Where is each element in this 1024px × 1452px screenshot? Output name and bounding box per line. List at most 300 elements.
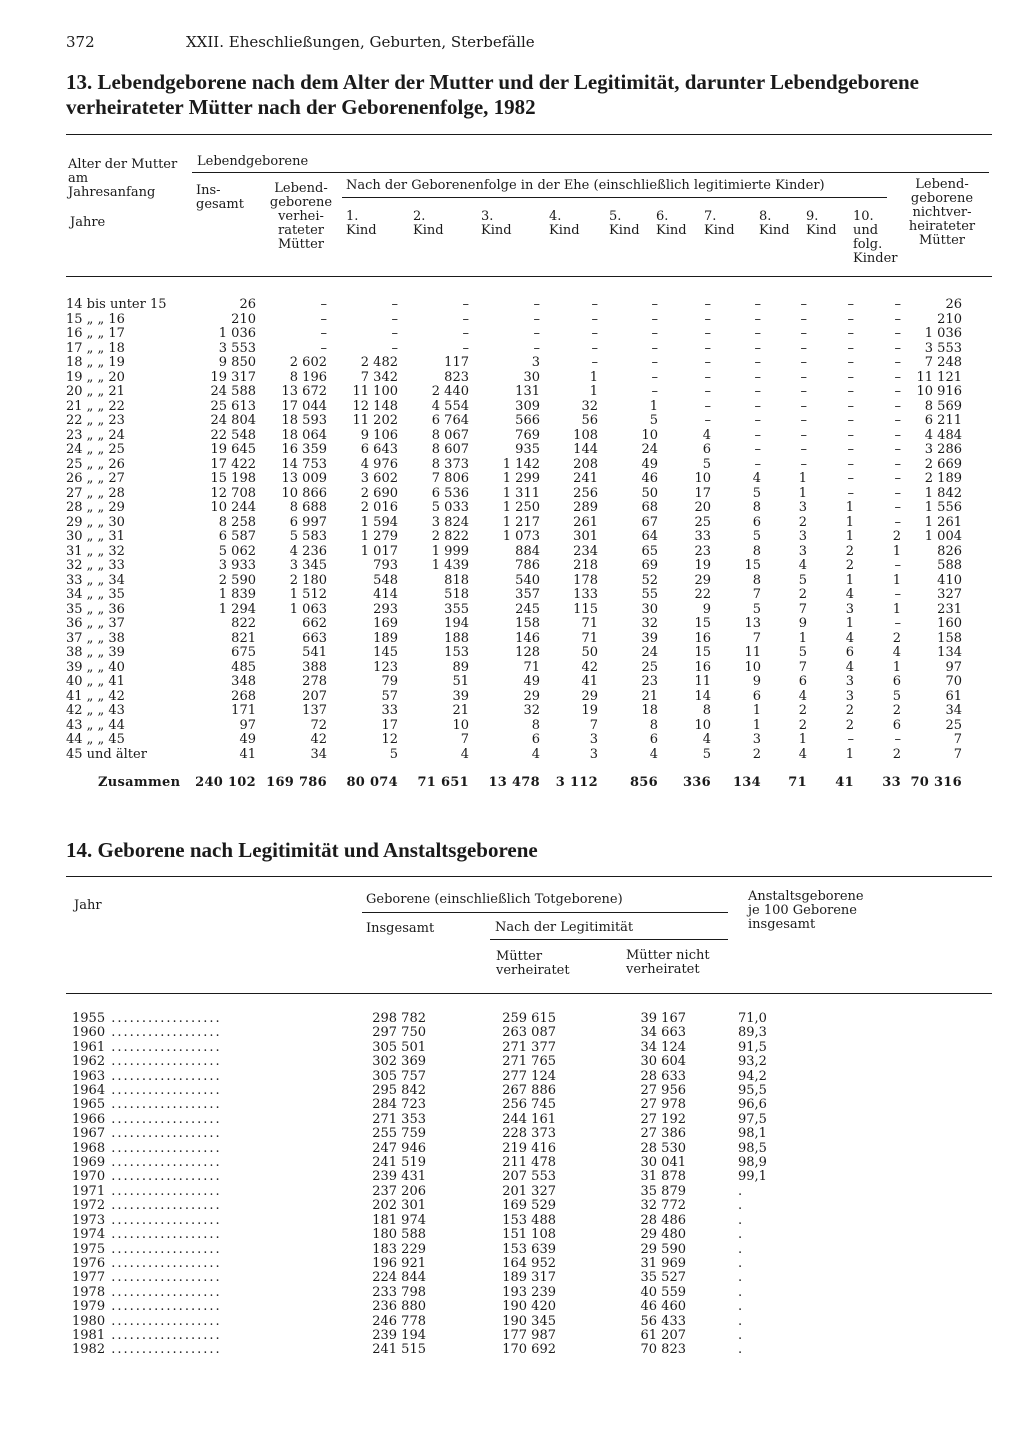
leader-dots: ..................: [105, 1184, 222, 1199]
value-cell: 1 439: [431, 558, 469, 573]
value-cell: 263 087: [502, 1025, 556, 1041]
year-label: 1961: [72, 1040, 106, 1055]
leader-dots: ..................: [105, 1170, 222, 1185]
value-cell: 131: [515, 384, 540, 399]
value-cell: –: [591, 297, 598, 312]
table-row: [66, 733, 962, 748]
value-cell: 4 554: [431, 398, 469, 414]
value-cell: –: [894, 587, 901, 602]
value-cell: –: [462, 311, 469, 327]
value-cell: –: [800, 340, 807, 356]
value-cell: 4: [460, 746, 469, 762]
value-cell: .: [738, 1270, 743, 1286]
value-cell: 32 772: [640, 1198, 686, 1214]
leader-dots: ..................: [105, 1300, 222, 1315]
value-cell: 14 753: [281, 456, 327, 472]
year-label: 1977: [72, 1271, 106, 1286]
table-row: [72, 1228, 792, 1242]
value-cell: 1: [845, 572, 854, 588]
value-cell: 256 745: [502, 1097, 556, 1113]
value-cell: –: [462, 340, 469, 356]
value-cell: 12: [381, 732, 398, 747]
value-cell: –: [651, 369, 658, 385]
value-cell: 271 765: [502, 1054, 556, 1070]
value-cell: 1: [845, 529, 854, 544]
year-label: 1970: [72, 1170, 106, 1185]
table-row: [66, 603, 962, 618]
value-cell: .: [738, 1227, 743, 1243]
leader-dots: ..................: [105, 1012, 222, 1026]
age-cell: 27 „ „ 28: [66, 485, 125, 501]
value-cell: 49: [641, 456, 658, 472]
value-cell: 1 311: [502, 485, 540, 501]
table-row: [72, 1286, 792, 1300]
value-cell: 15: [694, 616, 711, 631]
value-cell: .: [738, 1342, 743, 1358]
value-cell: 50: [581, 645, 598, 660]
value-cell: 24 588: [210, 384, 256, 399]
year-label: 1963: [72, 1069, 106, 1084]
value-cell: –: [391, 326, 398, 341]
value-cell: –: [754, 311, 761, 327]
value-cell: 2 482: [360, 355, 398, 370]
age-cell: 39 „ „ 40: [66, 659, 125, 675]
value-cell: –: [704, 413, 711, 428]
lebendgeborene-header-rule: [192, 172, 989, 173]
value-cell: 95,5: [738, 1083, 767, 1099]
value-cell: –: [847, 442, 854, 457]
age-cell: 45 und älter: [66, 746, 147, 762]
value-cell: 301: [573, 529, 598, 544]
value-cell: 10 916: [916, 384, 962, 399]
value-cell: 7: [798, 601, 807, 617]
value-cell: –: [754, 413, 761, 428]
value-cell: 189: [373, 630, 398, 646]
value-cell: –: [894, 398, 901, 414]
value-cell: 56 433: [640, 1313, 686, 1329]
value-cell: 228 373: [502, 1126, 556, 1142]
value-cell: 1: [845, 616, 854, 631]
value-cell: 190 345: [502, 1313, 556, 1329]
value-cell: 65: [641, 543, 658, 559]
value-cell: –: [894, 413, 901, 428]
value-cell: 32: [581, 398, 598, 414]
value-cell: 1 250: [502, 500, 540, 515]
year-cell: [72, 1113, 288, 1127]
value-cell: 5 033: [431, 500, 469, 515]
year-cell: [72, 1271, 288, 1285]
table-row: [66, 530, 962, 545]
value-cell: –: [847, 413, 854, 428]
year-cell: [72, 1084, 288, 1098]
value-cell: –: [894, 471, 901, 486]
value-cell: 117: [444, 355, 469, 370]
value-cell: 6: [702, 442, 711, 457]
value-cell: 261: [573, 514, 598, 530]
value-cell: 91,5: [738, 1039, 767, 1055]
value-cell: 414: [373, 587, 398, 602]
age-cell: 26 „ „ 27: [66, 471, 125, 486]
value-cell: 1: [892, 572, 901, 588]
value-cell: 71: [788, 775, 807, 790]
year-label: 1974: [72, 1228, 106, 1243]
value-cell: 25 613: [210, 398, 256, 414]
value-cell: 271 377: [502, 1039, 556, 1055]
age-cell: 24 „ „ 25: [66, 442, 125, 457]
value-cell: –: [894, 326, 901, 341]
value-cell: 11 202: [352, 413, 398, 428]
value-cell: 94,2: [738, 1068, 767, 1084]
value-cell: –: [894, 485, 901, 501]
value-cell: 3 112: [555, 775, 598, 790]
value-cell: –: [847, 398, 854, 414]
value-cell: 98,9: [738, 1155, 767, 1171]
value-cell: 46: [641, 471, 658, 486]
legitimitaet-header: Nach der Legitimität: [495, 920, 634, 935]
value-cell: 1 999: [431, 543, 469, 559]
value-cell: 1 142: [502, 456, 540, 472]
leader-dots: ..................: [105, 1069, 222, 1084]
value-cell: 2: [798, 703, 807, 718]
value-cell: 7: [953, 732, 962, 747]
table-row: [66, 719, 962, 734]
value-cell: 309: [515, 398, 540, 414]
value-cell: 25: [945, 717, 962, 733]
leader-dots: ..................: [105, 1127, 222, 1142]
year-label: 1967: [72, 1127, 106, 1142]
nicht-verheiratet-header: Lebend- geborene nichtver- heirateter Mütter: [908, 177, 976, 248]
value-cell: 70 823: [640, 1342, 686, 1358]
value-cell: 9: [798, 616, 807, 631]
value-cell: 2: [892, 529, 901, 544]
table-row: [72, 1257, 792, 1271]
table-row: [66, 298, 962, 313]
value-cell: 39: [452, 688, 469, 704]
value-cell: 2 440: [431, 384, 469, 399]
value-cell: 49: [523, 674, 540, 689]
value-cell: 935: [515, 442, 540, 457]
value-cell: 1 556: [924, 500, 962, 515]
value-cell: 241 515: [372, 1342, 426, 1358]
value-cell: 32: [523, 703, 540, 718]
value-cell: –: [800, 398, 807, 414]
value-cell: 541: [302, 645, 327, 660]
table-row: [66, 617, 962, 632]
value-cell: 158: [937, 630, 962, 646]
value-cell: 2 016: [360, 500, 398, 515]
leader-dots: ..................: [105, 1084, 222, 1099]
value-cell: 2: [845, 543, 854, 559]
table13-body: [66, 298, 962, 791]
value-cell: 7: [752, 630, 761, 646]
value-cell: 2 590: [218, 572, 256, 588]
value-cell: .: [738, 1183, 743, 1199]
value-cell: 240 102: [195, 775, 256, 790]
value-cell: 41: [835, 775, 854, 790]
value-cell: 89,3: [738, 1025, 767, 1041]
value-cell: 27 978: [640, 1097, 686, 1113]
anstalt-header: Anstaltsgeborene je 100 Geborene insgesamt: [748, 889, 864, 932]
value-cell: 7: [460, 732, 469, 747]
value-cell: 211 478: [502, 1155, 556, 1171]
value-cell: 6 536: [431, 485, 469, 501]
value-cell: –: [894, 558, 901, 573]
value-cell: 1 261: [924, 514, 962, 530]
value-cell: –: [894, 427, 901, 443]
age-cell: 22 „ „ 23: [66, 413, 125, 428]
table-row: [66, 646, 962, 661]
age-cell: 33 „ „ 34: [66, 572, 125, 588]
value-cell: –: [754, 456, 761, 472]
value-cell: 3: [531, 355, 540, 370]
value-cell: –: [591, 311, 598, 327]
value-cell: –: [800, 311, 807, 327]
value-cell: 1 217: [502, 514, 540, 530]
value-cell: 99,1: [738, 1169, 767, 1185]
value-cell: 3: [845, 674, 854, 689]
value-cell: 151 108: [502, 1227, 556, 1243]
leader-dots: ..................: [105, 1112, 222, 1127]
value-cell: 33: [882, 775, 901, 790]
value-cell: 241 519: [372, 1155, 426, 1171]
age-cell: 31 „ „ 32: [66, 543, 125, 559]
value-cell: 49: [239, 732, 256, 747]
value-cell: 189 317: [502, 1270, 556, 1286]
value-cell: 271 353: [372, 1111, 426, 1127]
age-cell: 38 „ „ 39: [66, 645, 125, 660]
leader-dots: ..................: [105, 1328, 222, 1343]
leader-dots: ..................: [105, 1199, 222, 1214]
value-cell: 2 690: [360, 485, 398, 501]
value-cell: –: [894, 297, 901, 312]
order-col-header: 9. Kind: [806, 209, 837, 238]
value-cell: –: [847, 311, 854, 327]
table-row: [72, 1343, 792, 1357]
value-cell: –: [800, 355, 807, 370]
value-cell: 231: [937, 601, 962, 617]
value-cell: 1: [892, 601, 901, 617]
value-cell: 2: [892, 746, 901, 762]
value-cell: –: [704, 311, 711, 327]
order-col-header: 4. Kind: [549, 209, 580, 238]
table-row: [66, 356, 962, 371]
value-cell: 2: [798, 717, 807, 733]
value-cell: 194: [444, 616, 469, 631]
value-cell: –: [847, 471, 854, 486]
value-cell: –: [462, 297, 469, 312]
value-cell: 305 757: [372, 1068, 426, 1084]
value-cell: 1 063: [289, 601, 327, 617]
value-cell: 1: [845, 746, 854, 762]
table-row: [72, 1214, 792, 1228]
table14-header-rule: [66, 993, 992, 994]
value-cell: 10: [694, 717, 711, 733]
value-cell: 190 420: [502, 1299, 556, 1315]
value-cell: 70: [945, 674, 962, 689]
value-cell: 9: [702, 601, 711, 617]
value-cell: 29 480: [640, 1227, 686, 1243]
value-cell: .: [738, 1241, 743, 1257]
value-cell: 23: [641, 674, 658, 689]
value-cell: 6 764: [431, 413, 469, 428]
value-cell: 153 488: [502, 1212, 556, 1228]
age-cell: 14 bis unter 15: [66, 297, 167, 312]
value-cell: 793: [373, 558, 398, 573]
year-label: 1975: [72, 1242, 106, 1257]
value-cell: 7: [798, 659, 807, 675]
value-cell: 7: [589, 717, 598, 733]
age-cell: 16 „ „ 17: [66, 326, 125, 341]
value-cell: 3: [845, 601, 854, 617]
value-cell: 6: [752, 514, 761, 530]
value-cell: 284 723: [372, 1097, 426, 1113]
value-cell: 355: [444, 601, 469, 617]
year-cell: [72, 1257, 288, 1271]
value-cell: 302 369: [372, 1054, 426, 1070]
value-cell: 8: [649, 717, 658, 733]
value-cell: 234: [573, 543, 598, 559]
value-cell: 23: [694, 543, 711, 559]
value-cell: 169 529: [502, 1198, 556, 1214]
value-cell: 24 804: [210, 413, 256, 428]
table-row: [66, 472, 962, 487]
geborenenfolge-header-rule: [342, 197, 887, 198]
table-row: [66, 429, 962, 444]
table-row: [66, 443, 962, 458]
value-cell: 51: [452, 674, 469, 689]
value-cell: 4: [798, 688, 807, 704]
age-cell: 15 „ „ 16: [66, 311, 125, 327]
value-cell: 255 759: [372, 1126, 426, 1142]
value-cell: –: [651, 340, 658, 356]
value-cell: 3: [798, 500, 807, 515]
year-label: 1972: [72, 1199, 106, 1214]
year-cell: [72, 1055, 288, 1069]
value-cell: –: [533, 340, 540, 356]
value-cell: 153 639: [502, 1241, 556, 1257]
value-cell: 2: [845, 558, 854, 573]
value-cell: 207 553: [502, 1169, 556, 1185]
verheiratet-header: Lebend- geborene verhei- rateter Mütter: [269, 181, 333, 252]
value-cell: 1 036: [924, 326, 962, 341]
value-cell: 6 587: [218, 529, 256, 544]
value-cell: 5: [752, 601, 761, 617]
value-cell: 1 512: [289, 587, 327, 602]
value-cell: –: [591, 326, 598, 341]
value-cell: 18 593: [281, 413, 327, 428]
total-row: [66, 762, 962, 791]
value-cell: 71: [581, 616, 598, 631]
table-row: [66, 574, 962, 589]
year-cell: [72, 1315, 288, 1329]
age-cell: 19 „ „ 20: [66, 369, 125, 385]
value-cell: 177 987: [502, 1327, 556, 1343]
value-cell: –: [704, 398, 711, 414]
year-label: 1976: [72, 1256, 106, 1271]
value-cell: 178: [573, 572, 598, 588]
muetter-nicht-verheiratet-header: Mütter nicht verheiratet: [626, 948, 710, 977]
value-cell: 5: [702, 746, 711, 762]
value-cell: –: [800, 297, 807, 312]
value-cell: 3: [845, 688, 854, 704]
value-cell: 8 258: [218, 514, 256, 530]
year-label: 1969: [72, 1156, 106, 1171]
table-row: [72, 1156, 792, 1170]
value-cell: –: [847, 340, 854, 356]
value-cell: 4: [702, 427, 711, 443]
value-cell: 19: [694, 558, 711, 573]
value-cell: 485: [231, 659, 256, 675]
value-cell: 293: [373, 601, 398, 617]
value-cell: 1: [649, 398, 658, 414]
year-label: 1971: [72, 1184, 106, 1199]
value-cell: 1: [845, 500, 854, 515]
value-cell: 97: [239, 717, 256, 733]
value-cell: 7 806: [431, 471, 469, 486]
value-cell: 5: [892, 688, 901, 704]
value-cell: 348: [231, 674, 256, 689]
value-cell: 357: [515, 587, 540, 602]
table-row: [66, 414, 962, 429]
value-cell: 123: [373, 659, 398, 675]
value-cell: –: [754, 340, 761, 356]
value-cell: 32: [641, 616, 658, 631]
age-cell: 21 „ „ 22: [66, 398, 125, 414]
leader-dots: ..................: [105, 1242, 222, 1257]
age-cell: 40 „ „ 41: [66, 674, 125, 689]
leader-dots: ..................: [105, 1040, 222, 1055]
table-row: [72, 1300, 792, 1314]
value-cell: 30 041: [640, 1155, 686, 1171]
value-cell: 3: [589, 732, 598, 747]
value-cell: 233 798: [372, 1284, 426, 1300]
value-cell: 336: [682, 775, 711, 790]
table-row: [72, 1070, 792, 1084]
value-cell: –: [651, 297, 658, 312]
year-label: 1979: [72, 1300, 106, 1315]
value-cell: –: [591, 340, 598, 356]
legitimitaet-header-rule: [490, 939, 728, 940]
value-cell: 821: [231, 630, 256, 646]
value-cell: 7: [752, 587, 761, 602]
value-cell: 1 073: [502, 529, 540, 544]
value-cell: –: [591, 355, 598, 370]
value-cell: 207: [302, 688, 327, 704]
value-cell: 1: [798, 732, 807, 747]
value-cell: 5: [798, 572, 807, 588]
age-cell: 25 „ „ 26: [66, 456, 125, 472]
table-row: [66, 342, 962, 357]
value-cell: 171: [231, 703, 256, 718]
value-cell: 2: [798, 514, 807, 530]
value-cell: 224 844: [372, 1270, 426, 1286]
year-label: 1960: [72, 1026, 106, 1041]
value-cell: 2 180: [289, 572, 327, 588]
value-cell: –: [754, 384, 761, 399]
value-cell: 295 842: [372, 1083, 426, 1099]
age-cell: 43 „ „ 44: [66, 717, 125, 733]
value-cell: 98,1: [738, 1126, 767, 1142]
table14-top-rule: [66, 876, 992, 877]
value-cell: 57: [381, 688, 398, 704]
value-cell: 2: [892, 703, 901, 718]
value-cell: 50: [641, 485, 658, 501]
table-row: [72, 1055, 792, 1069]
value-cell: 8: [531, 717, 540, 733]
table-row: [66, 487, 962, 502]
value-cell: –: [800, 427, 807, 443]
value-cell: 6: [845, 645, 854, 660]
